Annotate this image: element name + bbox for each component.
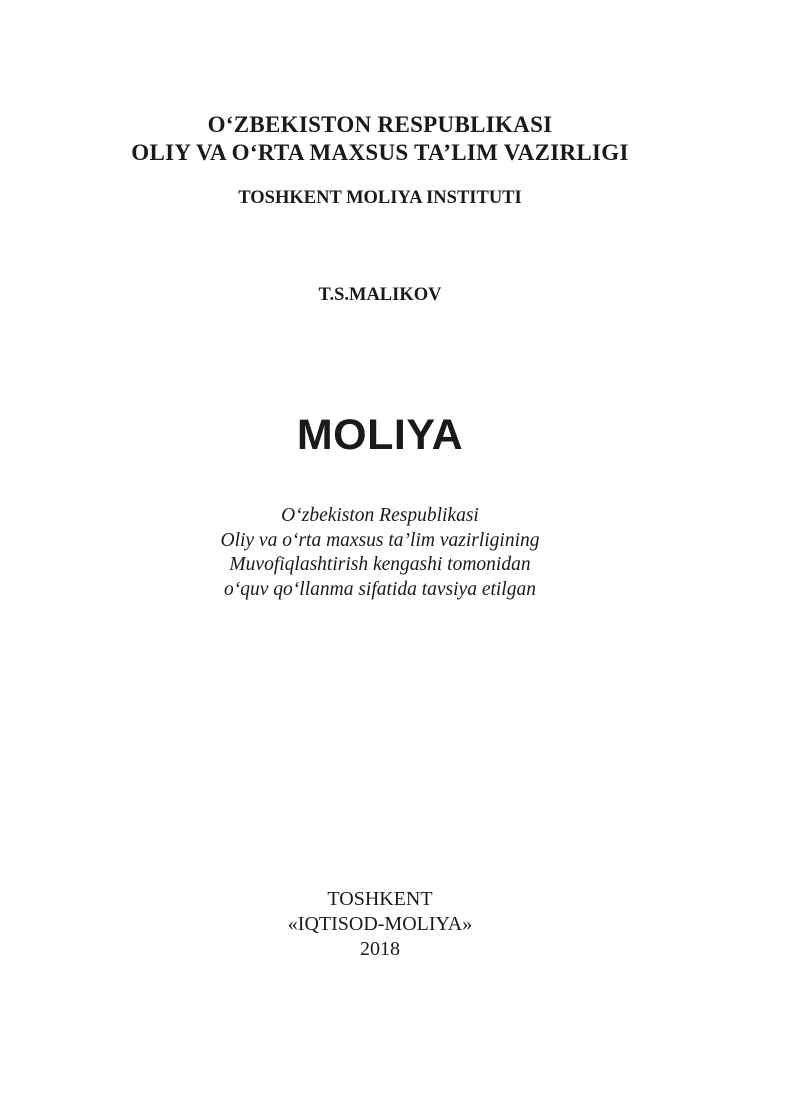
approval-line-3: Muvofiqlashtirish kengashi tomonidan (229, 554, 531, 575)
book-title: MOLIYA (296, 411, 464, 459)
approval-line-2: Oliy va o‘rta maxsus ta’lim vazirligining (220, 529, 540, 551)
publication-year: 2018 (360, 938, 400, 960)
ministry-line-2: OLIY VA O‘RTA MAXSUS TA’LIM VAZIRLIGI (131, 140, 629, 165)
approval-line-1: O‘zbekiston Respublikasi (281, 505, 479, 526)
publisher-name: «IQTISOD-MOLIYA» (287, 913, 473, 935)
ministry-line-1: O‘ZBEKISTON RESPUBLIKASI (207, 112, 553, 137)
author-name: T.S.MALIKOV (318, 285, 442, 305)
institute-name: TOSHKENT MOLIYA INSTITUTI (238, 188, 522, 208)
approval-line-4: o‘quv qo‘llanma sifatida tavsiya etilgan (224, 578, 536, 600)
publisher-city: TOSHKENT (327, 888, 433, 910)
